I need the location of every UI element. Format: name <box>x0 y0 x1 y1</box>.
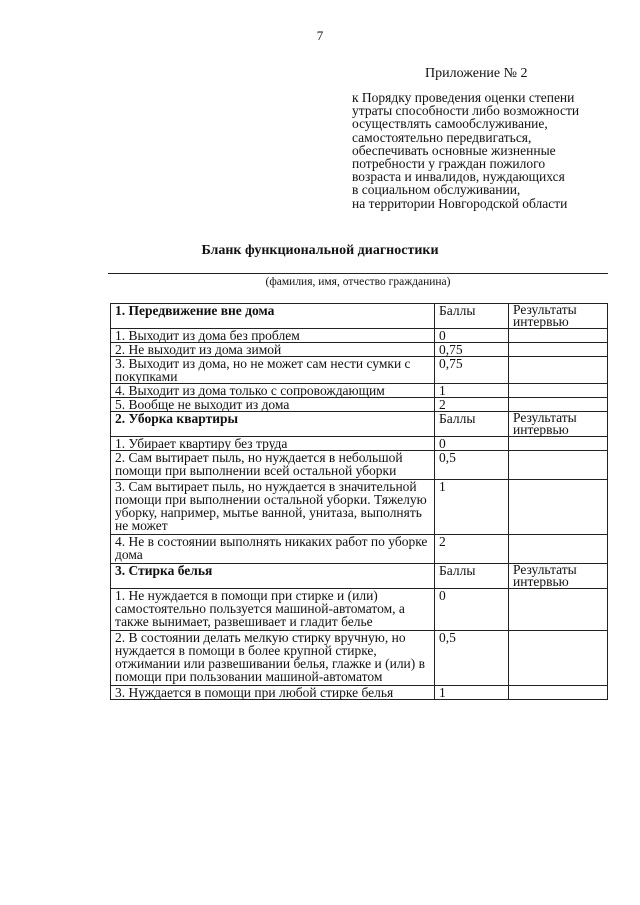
fio-field-line <box>108 273 608 274</box>
item-score: 0 <box>435 589 509 631</box>
table-row <box>111 631 608 686</box>
table-row <box>111 357 608 384</box>
item-text: 2. Не выходит из дома зимой <box>111 343 435 357</box>
item-text: 1. Не нуждается в помощи при стирке и (или) самостоятельно пользуется машиной-автоматом, а также вынимает, развешивает и гладит белье <box>111 589 435 631</box>
item-score: 1 <box>435 480 509 535</box>
item-text: 3. Выходит из дома, но не может сам нести сумки с покупками <box>111 357 435 384</box>
item-score: 0,75 <box>435 357 509 384</box>
result-cell[interactable] <box>509 343 608 357</box>
result-header: Результаты интервью <box>509 564 608 589</box>
result-cell[interactable] <box>509 631 608 686</box>
table-row <box>111 384 608 398</box>
result-cell[interactable] <box>509 589 608 631</box>
item-score: 0,5 <box>435 451 509 480</box>
item-text: 5. Вообще не выходит из дома <box>111 398 435 412</box>
section-title: 1. Передвижение вне дома <box>111 304 435 329</box>
item-text: 2. Сам вытирает пыль, но нуждается в небольшой помощи при выполнении всей остальной уборки <box>111 451 435 480</box>
item-score: 1 <box>435 384 509 398</box>
item-text: 3. Нуждается в помощи при любой стирке белья <box>111 686 435 700</box>
table-row <box>111 451 608 480</box>
result-cell[interactable] <box>509 437 608 451</box>
table-row <box>111 589 608 631</box>
appendix-line: в социальном обслуживании, <box>352 182 521 198</box>
item-score: 0 <box>435 329 509 343</box>
score-header: Баллы <box>435 304 509 329</box>
item-text: 1. Выходит из дома без проблем <box>111 329 435 343</box>
result-cell[interactable] <box>509 384 608 398</box>
result-cell[interactable] <box>509 686 608 700</box>
item-text: 4. Не в состоянии выполнять никаких работ по уборке дома <box>111 535 435 564</box>
section-header-row <box>111 304 608 329</box>
result-cell[interactable] <box>509 535 608 564</box>
appendix-line: на территории Новгородской области <box>352 195 568 211</box>
item-score: 0,5 <box>435 631 509 686</box>
appendix-line: самостоятельно передвигаться, <box>352 129 532 145</box>
appendix-line: к Порядку проведения оценки степени <box>352 90 575 105</box>
table-row <box>111 437 608 451</box>
form-title: Бланк функциональной диагностики <box>201 243 439 258</box>
result-cell[interactable] <box>509 480 608 535</box>
table-row <box>111 329 608 343</box>
score-header: Баллы <box>435 412 509 437</box>
appendix-line: утраты способности либо возможности <box>352 103 580 119</box>
table-row <box>111 535 608 564</box>
item-score: 2 <box>435 535 509 564</box>
item-text: 2. В состоянии делать мелкую стирку вручную, но нуждается в помощи в более крупной стирке, отжимании или развешивании белья, глажке и (или) в помощи при пользовании машиной-автоматом <box>111 631 435 686</box>
result-cell[interactable] <box>509 451 608 480</box>
appendix-line: обеспечивать основные жизненные <box>352 142 556 158</box>
item-text: 4. Выходит из дома только с сопровождающим <box>111 384 435 398</box>
table-row <box>111 480 608 535</box>
result-header: Результаты интервью <box>509 304 608 329</box>
result-cell[interactable] <box>509 357 608 384</box>
section-header-row <box>111 564 608 589</box>
section-title: 3. Стирка белья <box>111 564 435 589</box>
section-header-row <box>111 412 608 437</box>
appendix-line: потребности у граждан пожилого <box>352 156 546 172</box>
item-score: 1 <box>435 686 509 700</box>
score-header: Баллы <box>435 564 509 589</box>
diagnostics-table <box>110 303 608 700</box>
appendix-title: Приложение № 2 <box>425 66 528 81</box>
item-text: 1. Убирает квартиру без труда <box>111 437 435 451</box>
page-number: 7 <box>316 28 324 43</box>
fio-caption: (фамилия, имя, отчество гражданина) <box>265 276 451 288</box>
item-score: 0,75 <box>435 343 509 357</box>
section-title: 2. Уборка квартиры <box>111 412 435 437</box>
table-row <box>111 686 608 700</box>
table-row <box>111 343 608 357</box>
item-score: 2 <box>435 398 509 412</box>
item-score: 0 <box>435 437 509 451</box>
appendix-text <box>352 91 622 210</box>
appendix-line: возраста и инвалидов, нуждающихся <box>352 169 565 185</box>
result-header: Результаты интервью <box>509 412 608 437</box>
appendix-line: осуществлять самообслуживание, <box>352 116 548 132</box>
result-cell[interactable] <box>509 329 608 343</box>
item-text: 3. Сам вытирает пыль, но нуждается в значительной помощи при выполнении остальной уборки. Тяжелую уборку, например, мытье ванной, унитаза, выполнять не может <box>111 480 435 535</box>
